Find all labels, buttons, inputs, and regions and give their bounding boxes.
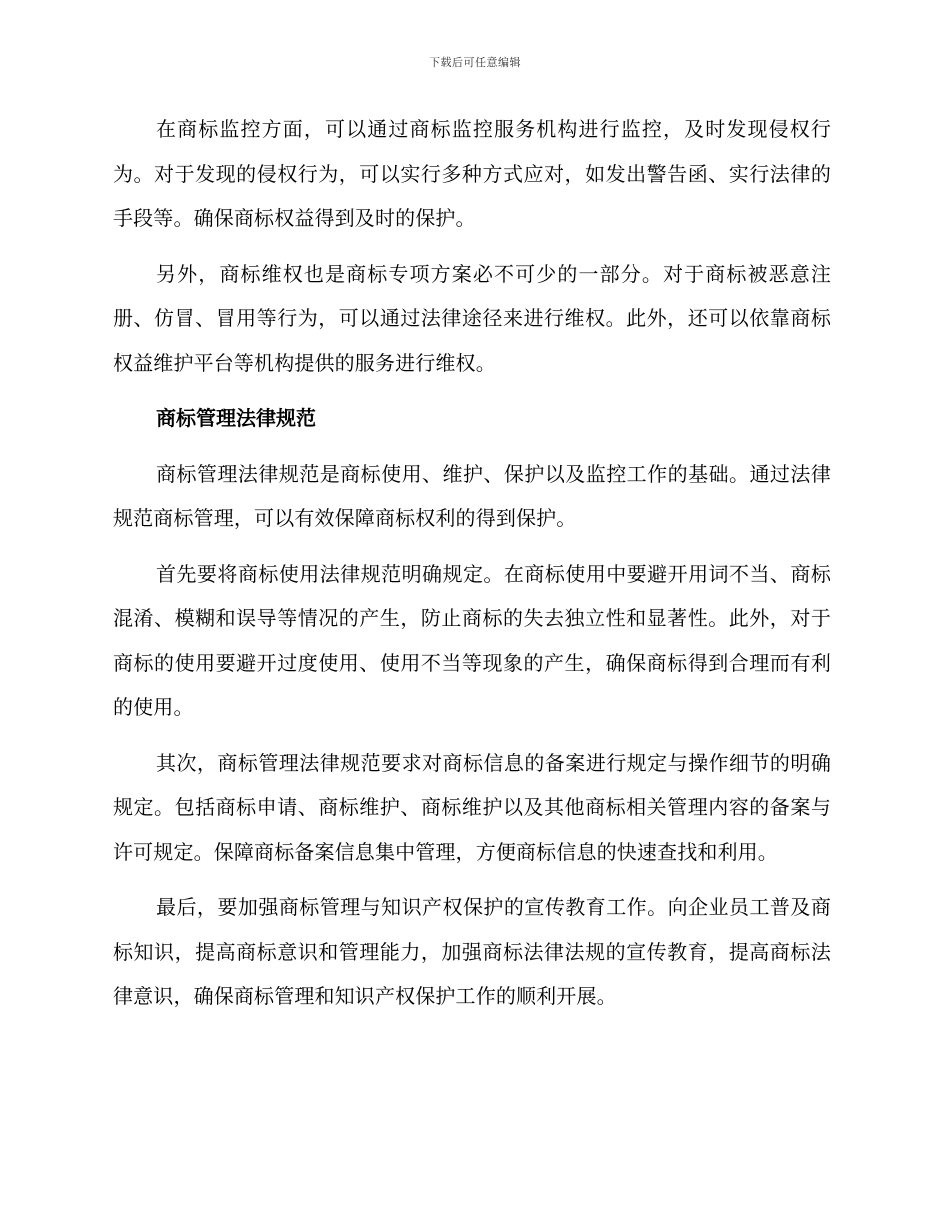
paragraph-trademark-rights-protection: 另外，商标维权也是商标专项方案必不可少的一部分。对于商标被恶意注册、仿冒、冒用等行为，可以通过法律途径来进行维权。此外，还可以依靠商标权益维护平台等机构提供的服务进行维权。	[113, 261, 831, 375]
document-body	[113, 107, 831, 1030]
paragraph-trademark-monitoring: 在商标监控方面，可以通过商标监控服务机构进行监控，及时发现侵权行为。对于发现的侵权行为，可以实行多种方式应对，如发出警告函、实行法律的手段等。确保商标权益得到及时的保护。	[113, 117, 831, 230]
paragraph-finally-education: 最后，要加强商标管理与知识产权保护的宣传教育工作。向企业员工普及商标知识，提高商标意识和管理能力，加强商标法律法规的宣传教育，提高商标法律意识，确保商标管理和知识产权保护工作的顺利开展。	[113, 895, 831, 1008]
paragraph-second-filing-rules: 其次，商标管理法律规范要求对商标信息的备案进行规定与操作细节的明确规定。包括商标申请、商标维护、商标维护以及其他商标相关管理内容的备案与许可规定。保障商标备案信息集中管理，方便商标信息的快速查找和利用。	[113, 750, 831, 864]
page-header: 下载后可任意编辑	[429, 56, 521, 69]
section-heading-legal-norms: 商标管理法律规范	[156, 406, 316, 430]
paragraph-first-usage-rules: 首先要将商标使用法律规范明确规定。在商标使用中要避开用词不当、商标混淆、模糊和误导等情况的产生，防止商标的失去独立性和显著性。此外，对于商标的使用要避开过度使用、使用不当等现象的产生，确保商标得到合理而有利的使用。	[113, 561, 831, 719]
paragraph-legal-norms-intro: 商标管理法律规范是商标使用、维护、保护以及监控工作的基础。通过法律规范商标管理，可以有效保障商标权利的得到保护。	[113, 461, 831, 530]
